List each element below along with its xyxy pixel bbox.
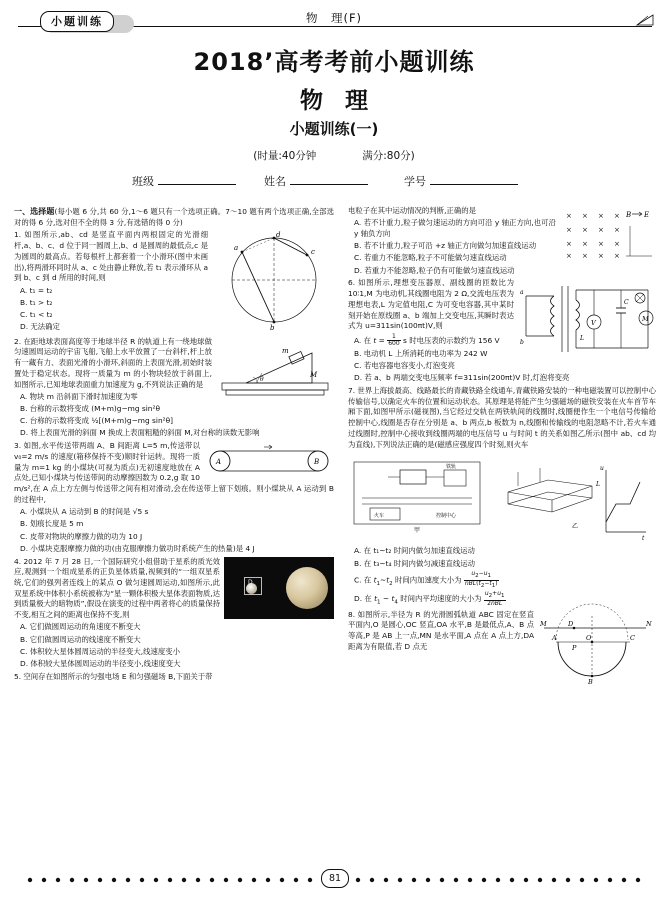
q5-option-c: C. 若重力不能忽略,粒子不可能做匀速直线运动 xyxy=(354,253,507,263)
left-column xyxy=(14,206,334,684)
svg-text:控制中心: 控制中心 xyxy=(436,513,457,520)
q2-stem: 2. 在距地球表面高度等于地球半径 R 的轨道上有一绕地球做匀速圆周运动的宇宙飞船,飞船上水平放置了一台斜杆,杆上放有一藏有力、表面光滑的小滑环,斜面的上表面光滑,初始时装置处于稳定状态。现将一质量为 m 的小物块轻放于斜面上,如图所示,已知地球表面重力加速度为 g,不列说法正确的是 xyxy=(14,336,212,389)
svg-text:M: M xyxy=(310,370,318,379)
q7-option-d: D. 在 $t_1$ ~ $t_4$ 时间内平均速度的大小为 $\frac{u_2+u_1}{\text{2nBL}}$ xyxy=(354,590,505,608)
figure-q1 xyxy=(212,230,334,333)
svg-text:c: c xyxy=(311,248,315,257)
figure-q3 xyxy=(204,441,334,481)
svg-text:t: t xyxy=(642,535,645,543)
svg-text:m: m xyxy=(282,346,289,355)
q5-cont-stem: 电粒子在其中运动情况的判断,正确的是 xyxy=(348,206,476,215)
svg-text:a: a xyxy=(234,244,239,253)
svg-text:乙: 乙 xyxy=(572,523,579,531)
svg-text:×: × xyxy=(614,240,620,248)
svg-text:θ: θ xyxy=(260,375,264,383)
svg-text:C: C xyxy=(630,633,635,642)
q7-stem: 7. 世界上海拔最高、线路最长的青藏铁路全线通车,青藏铁路安装的一种电磁装置可以控制中心传输信号,以确定火车的位置和运动状态。其原理是将能产生匀强磁场的磁铁安装在火车首节车厢下面,如图甲所示(磁视图),当它经过交轨在两铁轨间的线圈时,线圈便作生一个电信号传输给控制中心,线圈是否存在分别是 a、b 两点,b 板数为 n,线圈和传输线的电阻忽略不计,若火车通过线圈时,控制中心接收到线圈两端的电压信号 u 与时间 t 的关系如图乙所示(图中 ab、cd 均为直线),下列说法正确的是(磁感应强度四个时刻,则火车 xyxy=(348,385,656,449)
svg-text:×: × xyxy=(566,240,572,248)
question-7 xyxy=(348,386,656,608)
section-heading xyxy=(14,206,334,228)
q1-option-c: C. t₁ < t₂ xyxy=(20,310,53,320)
field-class-label: 班级 xyxy=(132,175,154,188)
svg-text:V: V xyxy=(591,319,596,328)
q4-option-d: D. 体积较大星体圆周运动的半径变小,线速度变大 xyxy=(20,659,181,669)
q1-option-a: A. t₁ = t₂ xyxy=(20,285,53,295)
svg-text:a: a xyxy=(520,289,524,297)
section-desc: (每小题 6 分,共 60 分,1～6 题只有一个选项正确。7～10 题有两个选项正确,全部选对的得 6 分,选对但不全的得 3 分,有选错的得 0 分) xyxy=(14,207,335,227)
q2-option-a: A. 物块 m 沿斜面下滑时加速度为零 xyxy=(20,391,138,401)
svg-text:×: × xyxy=(566,252,572,260)
svg-text:M: M xyxy=(540,619,547,628)
svg-text:d: d xyxy=(276,231,281,240)
q4-option-b: B. 它们做圆周运动的线速度不断变大 xyxy=(20,634,141,644)
svg-text:b: b xyxy=(270,324,275,333)
corner-fold-icon xyxy=(636,14,654,26)
header-tab-label: 小题训练 xyxy=(40,11,114,32)
q2-option-c: C. 台称的示数将变成 ½[(M+m)g−mg sin²θ] xyxy=(20,416,173,426)
q8-stem: 8. 如图所示,半径为 R 的光滑圆弧轨道 ABC 固定在竖直平面内,O 是圆心,OC 竖直,OA 水平,B 是最低点,A、B 点等高,P 是 AB 上一点,MN 是水平面,A 点在 A 点上方,DA 距离为有限值,若 D 点无 xyxy=(348,609,534,651)
svg-text:B: B xyxy=(314,458,320,467)
q5-option-b: B. 若不计重力,粒子可沿 +z 轴正方向做匀加速直线运动 xyxy=(354,241,537,251)
svg-text:N: N xyxy=(646,619,652,628)
q3-option-b: B. 划痕长度是 5 m xyxy=(20,519,84,529)
q3-option-d: D. 小煤块克服摩擦力做的功(由克服摩擦力做功时系统产生的热量)是 4 J xyxy=(20,543,255,553)
question-4 xyxy=(14,557,334,670)
q3-option-a: A. 小煤块从 A 运动到 B 的时间是 √5 s xyxy=(20,507,149,517)
question-6 xyxy=(348,278,656,383)
set-title: 小题训练(一) xyxy=(289,120,379,138)
figure-q6-circuit xyxy=(518,278,656,360)
svg-text:×: × xyxy=(582,226,588,234)
q7-option-c: C. 在 $t_1\sim t_2$ 时间内加速度大小为 $\frac{u_2-u_1}{nBL(t_2-t_1)}$ xyxy=(354,569,498,589)
question-2 xyxy=(14,337,334,440)
q4-option-c: C. 体积较大星体圆周运动的半径变大,线速度变小 xyxy=(20,646,181,656)
page-footer xyxy=(0,869,668,893)
svg-text:×: × xyxy=(614,252,620,260)
field-name-input[interactable] xyxy=(290,172,368,185)
svg-text:×: × xyxy=(582,240,588,248)
header-subject: 物 理(F) xyxy=(305,11,363,25)
svg-text:B: B xyxy=(626,211,632,219)
figure-q4-photo xyxy=(224,557,334,619)
svg-text:×: × xyxy=(582,212,588,220)
question-5-continued xyxy=(348,206,656,276)
figure-q2 xyxy=(216,337,334,399)
q6-option-c: C. 若电容器电容变小,灯泡变亮 xyxy=(354,360,455,370)
svg-text:甲: 甲 xyxy=(414,527,421,535)
q5-option-a: A. 若不计重力,粒子做匀速运动的方向可沿 y 轴正方向,也可沿 y 轴负方向 xyxy=(354,218,556,238)
field-class-input[interactable] xyxy=(158,172,236,185)
svg-text:火车: 火车 xyxy=(374,513,385,520)
svg-text:×: × xyxy=(566,226,572,234)
subject-title: 物理 xyxy=(300,88,390,114)
svg-text:×: × xyxy=(566,212,572,220)
svg-text:A: A xyxy=(216,458,222,467)
svg-text:B: B xyxy=(588,677,593,686)
figure-q7 xyxy=(348,452,656,544)
q6-option-a: A. 在 t = $\frac{1}{600}$ s 时电压表的示数约为 156 V xyxy=(354,332,500,347)
svg-text:L: L xyxy=(596,481,600,489)
q1-option-d: D. 无法确定 xyxy=(20,322,60,332)
q1-option-b: B. t₁ > t₂ xyxy=(20,297,53,307)
question-8 xyxy=(348,609,656,686)
svg-text:×: × xyxy=(598,240,604,248)
svg-text:×: × xyxy=(598,212,604,220)
svg-text:A: A xyxy=(552,633,557,642)
q4-option-a: A. 它们做圆周运动的角速度不断变大 xyxy=(20,622,141,632)
q5-stem: 5. 空间存在如图所示的匀强电场 E 和匀强磁场 B,下面关于带 xyxy=(14,671,213,681)
page-number: 81 xyxy=(321,869,349,888)
svg-text:D: D xyxy=(568,619,574,628)
right-column xyxy=(348,206,656,686)
q7-option-b: B. 在 t₃~t₄ 时间内做匀减速直线运动 xyxy=(354,558,476,568)
q6-option-d: D. 若 a、b 两端交变电压频率 f=311sin(200πt)V 时,灯泡将变亮 xyxy=(354,373,570,383)
question-1 xyxy=(14,230,334,334)
page-header xyxy=(0,6,668,32)
q2-option-b: B. 台称的示数将变成 (M+m)g−mg sin²θ xyxy=(20,403,160,413)
q4-stem: 4. 2012 年 7 月 28 日,一个国际研究小组借助于星系的质光效应,观测到一个组成星系的正负星体质量,视频到的“一组双星系统,它们的强列者连线上的某点 O 做匀速圆周运动,如图所示,此双星系统中体积小系统被称为“星一颗体积极大星体表面物质,达到质量极大的暗物质”,假设在演变的过程中两者将心的质量保持不变,相互之间的距离也保持不变,则 xyxy=(14,556,220,620)
svg-text:×: × xyxy=(614,226,620,234)
svg-text:L: L xyxy=(580,335,584,343)
exam-score: 满分:80分) xyxy=(362,150,415,162)
q5-option-d: D. 若重力不能忽略,粒子仍有可能做匀速直线运动 xyxy=(354,265,515,275)
svg-text:P: P xyxy=(572,643,577,652)
q2-option-d: D. 将上表面光滑的斜面 M 换成上表面粗糙的斜面 M,对台称的读数无影响 xyxy=(20,428,260,438)
figure-q5 xyxy=(560,206,656,262)
q3-option-c: C. 皮带对物块的摩擦力做的功为 10 J xyxy=(20,531,143,541)
star-large xyxy=(286,567,328,609)
svg-text:M: M xyxy=(642,315,649,324)
field-id-input[interactable] xyxy=(430,172,518,185)
svg-text:铁轨: 铁轨 xyxy=(446,464,457,471)
svg-text:u: u xyxy=(600,465,604,473)
field-id-label: 学号 xyxy=(404,175,426,188)
field-name-label: 姓名 xyxy=(264,175,286,188)
q1-stem: 1. 如图所示,ab、cd 是竖直平面内两根固定的光滑细杆,a、b、c、d 位于同一圆周上,b、d 是圆周的最低点,c 是为圆周的最高点。若每根杆上都套着一个小滑环(图中未画出),将两滑环同时从 a、c 处由静止释放,若 t₁ 表示滑环从 a 到 b、c 到 d 所用的时间,则 xyxy=(14,230,208,283)
svg-text:×: × xyxy=(582,252,588,260)
svg-text:O: O xyxy=(586,633,592,642)
svg-text:×: × xyxy=(614,212,620,220)
svg-text:C: C xyxy=(624,299,629,307)
question-5 xyxy=(14,672,334,683)
figure-q8 xyxy=(538,610,656,684)
svg-text:×: × xyxy=(598,226,604,234)
q6-option-b: B. 电动机 L 上所消耗的电功率为 242 W xyxy=(354,348,488,358)
svg-text:E: E xyxy=(644,211,650,219)
svg-text:b: b xyxy=(520,339,524,347)
photo-marker-label: D xyxy=(248,578,253,586)
photo-marker-box xyxy=(244,577,262,595)
exam-time: (时量:40分钟 xyxy=(253,150,317,162)
q7-option-a: A. 在 t₁~t₂ 时间内做匀加速直线运动 xyxy=(354,546,475,556)
page-title: 2018’高考考前小题训练 xyxy=(193,48,475,76)
exam-meta xyxy=(0,148,668,163)
section-title: 一、选择题 xyxy=(14,207,55,216)
question-3 xyxy=(14,441,334,554)
svg-text:×: × xyxy=(598,252,604,260)
q3-stem: 3. 如图,水平传送带两端 A、B 间距离 L=5 m,传送带以 v₀=2 m/s 的速度(箱移保持不变)顺时针运转。现将一质量为 m=1 kg 的小煤块(可视为质点)无初速度地放在 A 点处,已知小煤块与传送带间的动摩擦因数为 0.2,g 取 10 m/s²,在 A 点上方左侧与传送带之间有相对滑动,会在传送带上留下划痕。则小煤块从 A 运动到 B 的过程中, xyxy=(14,441,334,504)
q6-stem: 6. 如图所示,理想变压器原、副线圈的匝数比为 10∶1,M 为电动机,其线圈电阻为 2 Ω,交流电压表为理想电表,L 为定值电阻,C 为可变电容器,其中某时刻开始在原线圈 a、b 端加上交变电压,其瞬时表达式为 u=311sin(100πt)V,则 xyxy=(348,278,514,331)
